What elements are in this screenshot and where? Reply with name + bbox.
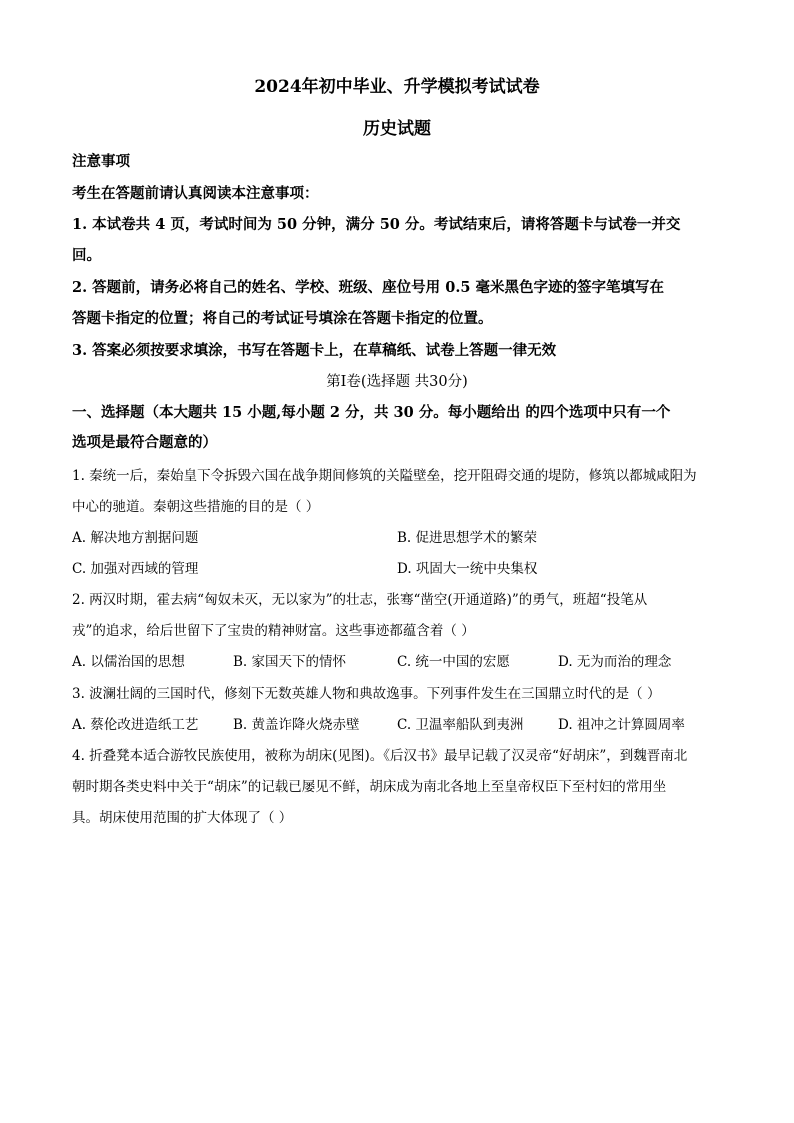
notice-item-2-line-2: 答题卡指定的位置；将自己的考试证号填涂在答题卡指定的位置。 bbox=[72, 310, 493, 327]
question-2-option-b: B. 家国天下的情怀 bbox=[233, 654, 347, 670]
question-3-line-1: 3. 波澜壮阔的三国时代，修刻下无数英雄人物和典故逸事。下列事件发生在三国鼎立时代的是（ ） bbox=[72, 686, 661, 702]
question-1-option-b: B. 促进思想学术的繁荣 bbox=[397, 530, 538, 546]
notice-item-3: 3. 答案必须按要求填涂，书写在答题卡上，在草稿纸、试卷上答题一律无效 bbox=[72, 342, 557, 359]
question-4-line-2: 朝时期各类史料中关于“胡床”的记载已屡见不鲜，胡床成为南北各地上至皇帝权臣下至村妇的常用坐 bbox=[72, 779, 667, 795]
question-1-option-a: A. 解决地方割据问题 bbox=[72, 530, 199, 546]
exam-title: 2024年初中毕业、升学模拟考试试卷 bbox=[254, 77, 540, 97]
notice-item-2-line-1: 2. 答题前，请务必将自己的姓名、学校、班级、座位号用 0.5 毫米黑色字迹的签字笔填写在 bbox=[72, 279, 665, 296]
question-4-line-1: 4. 折叠凳本适合游牧民族使用，被称为胡床(见图)。《后汉书》最早记载了汉灵帝“好胡床”，到魏晋南北 bbox=[72, 748, 688, 764]
part-title: 第Ⅰ卷(选择题 共30分) bbox=[326, 374, 468, 390]
question-1-option-c: C. 加强对西域的管理 bbox=[72, 561, 199, 577]
section-heading-line-1: 一、选择题（本大题共 15 小题,每小题 2 分，共 30 分。每小题给出 的四个选项中只有一个 bbox=[72, 404, 671, 421]
question-3-option-d: D. 祖冲之计算圆周率 bbox=[558, 717, 685, 733]
notice-intro: 考生在答题前请认真阅读本注意事项： bbox=[72, 185, 319, 202]
section-heading-line-2: 选项是最符合题意的） bbox=[72, 434, 217, 451]
question-1-line-2: 中心的驰道。秦朝这些措施的目的是（ ） bbox=[72, 499, 320, 515]
notice-heading: 注意事项 bbox=[72, 153, 130, 170]
question-4-line-3: 具。胡床使用范围的扩大体现了（ ） bbox=[72, 810, 293, 826]
question-3-option-a: A. 蔡伦改进造纸工艺 bbox=[72, 717, 199, 733]
question-2-option-c: C. 统一中国的宏愿 bbox=[397, 654, 510, 670]
question-3-option-b: B. 黄盖诈降火烧赤壁 bbox=[233, 717, 360, 733]
notice-item-1-line-1: 1. 本试卷共 4 页，考试时间为 50 分钟，满分 50 分。考试结束后，请将答题卡与试卷一并交 bbox=[72, 216, 681, 233]
question-2-option-d: D. 无为而治的理念 bbox=[558, 654, 672, 670]
question-2-line-2: 戎”的追求，给后世留下了宝贵的精神财富。这些事迹都蕴含着（ ） bbox=[72, 623, 475, 639]
notice-item-1-line-2: 回。 bbox=[72, 247, 101, 264]
exam-subtitle: 历史试题 bbox=[363, 119, 431, 139]
question-1-option-d: D. 巩固大一统中央集权 bbox=[397, 561, 538, 577]
question-2-line-1: 2. 两汉时期，霍去病“匈奴未灭，无以家为”的壮志，张骞“凿空(开通道路)”的勇气，班超“投笔从 bbox=[72, 592, 648, 608]
question-1-line-1: 1. 秦统一后，秦始皇下令拆毁六国在战争期间修筑的关隘壁垒，挖开阻碍交通的堤防，修筑以都城咸阳为 bbox=[72, 468, 697, 484]
question-2-option-a: A. 以儒治国的思想 bbox=[72, 654, 185, 670]
question-3-option-c: C. 卫温率船队到夷洲 bbox=[397, 717, 524, 733]
